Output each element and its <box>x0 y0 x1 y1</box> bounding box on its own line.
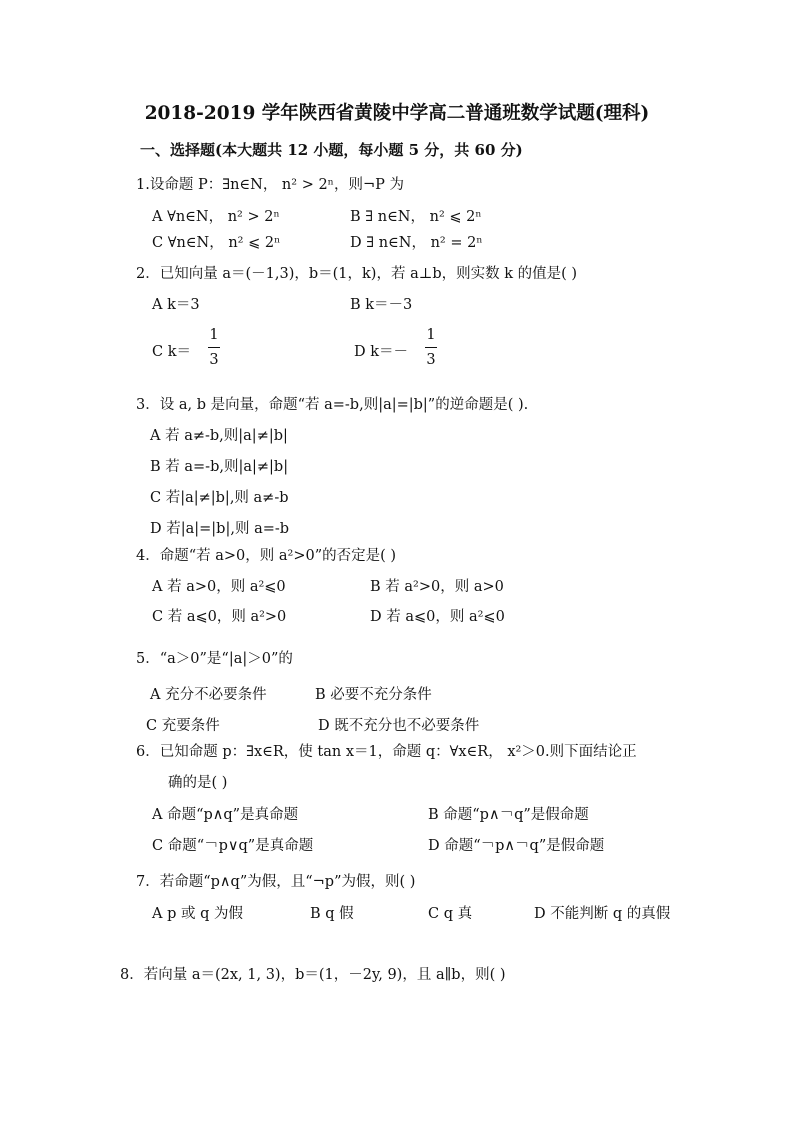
question-3-option-c: C 若|a|≠|b|,则 a≠-b <box>150 490 289 506</box>
page-title: 2018-2019 学年陕西省黄陵中学高二普通班数学试题(理科) <box>144 103 650 124</box>
question-2-option-d: D k＝－ <box>354 344 409 360</box>
question-6-option-c: C 命题“￢p∨q”是真命题 <box>152 838 314 854</box>
question-6-option-a: A 命题“p∧q”是真命题 <box>152 807 299 823</box>
question-1-option-a: A ∀n∈N， n² > 2ⁿ <box>152 209 280 225</box>
question-7-stem: 7．若命题“p∧q”为假，且“¬p”为假，则( ) <box>136 874 416 890</box>
question-5-option-d: D 既不充分也不必要条件 <box>318 718 480 734</box>
question-6-stem: 6．已知命题 p：∃x∈R，使 tan x＝1，命题 q：∀x∈R， x²＞0.则下面结论正 <box>136 744 637 760</box>
question-3-option-d: D 若|a|=|b|,则 a=-b <box>150 521 290 537</box>
fraction-denominator: 3 <box>209 352 219 368</box>
question-7-option-d: D 不能判断 q 的真假 <box>534 906 671 922</box>
question-7-option-b: B q 假 <box>310 906 354 922</box>
question-4-option-a: A 若 a>0，则 a²⩽0 <box>152 579 286 595</box>
question-1-option-c: C ∀n∈N， n² ⩽ 2ⁿ <box>152 235 281 251</box>
question-6-option-d: D 命题“￢p∧￢q”是假命题 <box>428 838 605 854</box>
fraction-denominator: 3 <box>426 352 436 368</box>
question-4-stem: 4．命题“若 a>0，则 a²>0”的否定是( ) <box>136 548 397 564</box>
question-3-option-a: A 若 a≠-b,则|a|≠|b| <box>150 428 288 444</box>
fraction-bar <box>208 347 220 348</box>
question-1-stem: 1.设命题 P：∃n∈N， n² > 2ⁿ，则¬P 为 <box>136 177 404 193</box>
fraction-numerator: 1 <box>209 327 219 343</box>
question-7-option-c: C q 真 <box>428 906 473 922</box>
question-5-option-c: C 充要条件 <box>146 718 220 734</box>
fraction-numerator: 1 <box>426 327 436 343</box>
question-2-option-c: C k＝ <box>152 344 191 360</box>
question-2-option-b: B k＝－3 <box>350 297 413 313</box>
question-5-stem: 5．“a＞0”是“|a|＞0”的 <box>136 651 293 667</box>
section-heading: 一、选择题(本大题共 12 小题，每小题 5 分，共 60 分) <box>140 141 523 159</box>
question-3-stem: 3．设 a, b 是向量，命题“若 a=-b,则|a|=|b|”的逆命题是( ). <box>136 397 529 413</box>
question-2-option-d-fraction <box>425 326 437 369</box>
question-5-option-a: A 充分不必要条件 <box>150 687 267 703</box>
question-2-option-a: A k＝3 <box>152 297 200 313</box>
question-1-option-b: B ∃ n∈N， n² ⩽ 2ⁿ <box>350 209 482 225</box>
question-1-option-d: D ∃ n∈N， n² = 2ⁿ <box>350 235 483 251</box>
question-7-option-a: A p 或 q 为假 <box>152 906 243 922</box>
question-4-option-b: B 若 a²>0，则 a>0 <box>370 579 504 595</box>
question-6-stem-continued: 确的是( ) <box>168 775 228 791</box>
question-2-stem: 2．已知向量 a＝(－1,3)，b＝(1，k)，若 a⊥b，则实数 k 的值是( ) <box>136 266 578 282</box>
fraction-bar <box>425 347 437 348</box>
question-8-stem: 8．若向量 a＝(2x, 1, 3)，b＝(1，－2y, 9)，且 a∥b，则( ) <box>120 967 506 983</box>
question-5-option-b: B 必要不充分条件 <box>315 687 432 703</box>
question-2-option-c-fraction <box>208 326 220 369</box>
question-4-option-c: C 若 a⩽0，则 a²>0 <box>152 609 287 625</box>
question-4-option-d: D 若 a⩽0，则 a²⩽0 <box>370 609 505 625</box>
question-3-option-b: B 若 a=-b,则|a|≠|b| <box>150 459 289 475</box>
question-6-option-b: B 命题“p∧￢q”是假命题 <box>428 807 589 823</box>
